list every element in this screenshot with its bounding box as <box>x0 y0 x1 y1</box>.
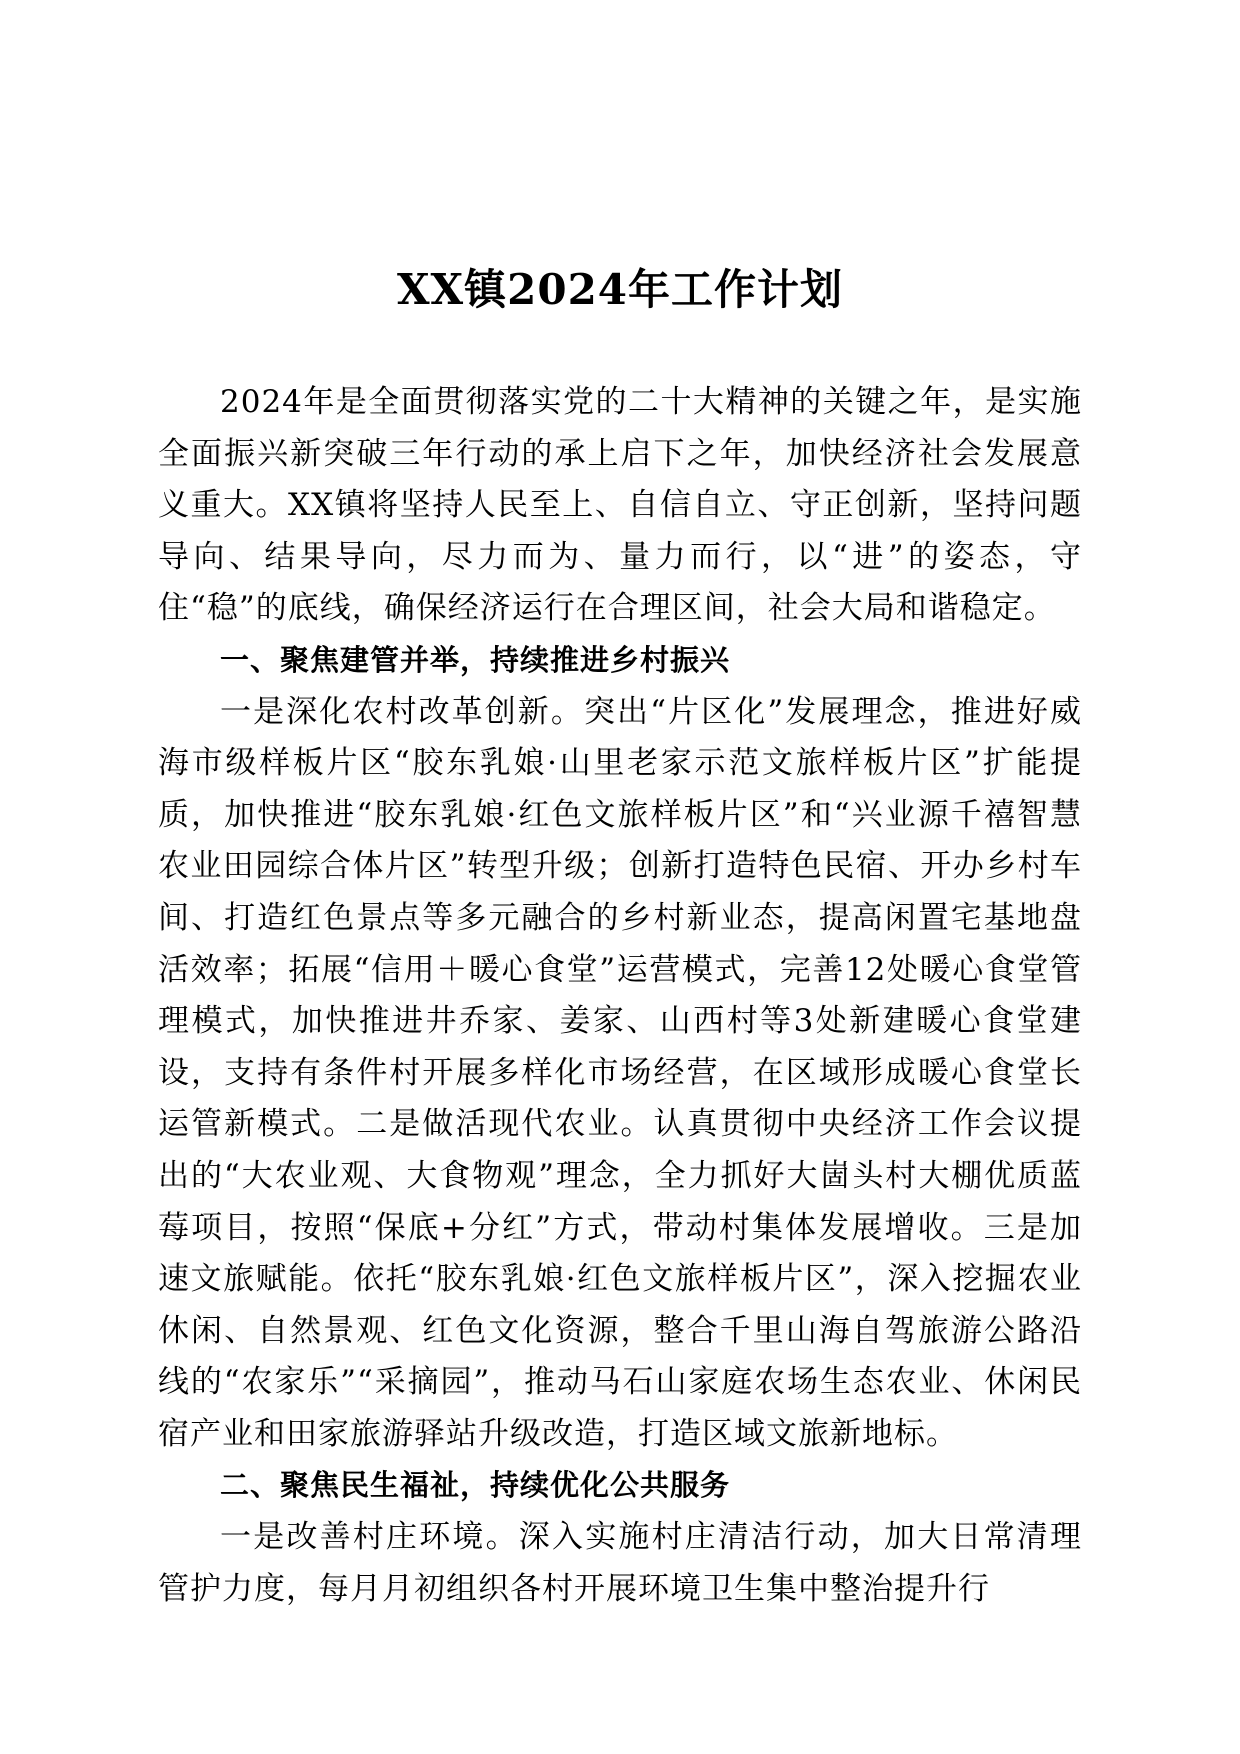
section-paragraph-2: 一是改善村庄环境。深入实施村庄清洁行动，加大日常清理管护力度，每月月初组织各村开展环境卫生集中整治提升行 <box>158 1519 1082 1607</box>
intro-paragraph: 2024年是全面贯彻落实党的二十大精神的关键之年，是实施全面振兴新突破三年行动的承上启下之年，加快经济社会发展意义重大。XX镇将坚持人民至上、自信自立、守正创新，坚持问题导向、结果导向，尽力而为、量力而行，以“进”的姿态，守住“稳”的底线，确保经济运行在合理区间，社会大局和谐稳定。 <box>158 384 1082 627</box>
document-title: XX镇2024年工作计划 <box>396 265 844 314</box>
section-paragraph-1: 一是深化农村改革创新。突出“片区化”发展理念，推进好威海市级样板片区“胶东乳娘·山里老家示范文旅样板片区”扩能提质，加快推进“胶东乳娘·红色文旅样板片区”和“兴业源千禧智慧农业田园综合体片区”转型升级；创新打造特色民宿、开办乡村车间、打造红色景点等多元融合的乡村新业态，提高闲置宅基地盘活效率；拓展“信用＋暖心食堂”运营模式，完善12处暖心食堂管理模式，加快推进井乔家、姜家、山西村等3处新建暖心食堂建设，支持有条件村开展多样化市场经营，在区域形成暖心食堂长运管新模式。二是做活现代农业。认真贯彻中央经济工作会议提出的“大农业观、大食物观”理念，全力抓好大崮头村大棚优质蓝莓项目，按照“保底+分红”方式，带动村集体发展增收。三是加速文旅赋能。依托“胶东乳娘·红色文旅样板片区”，深入挖掘农业休闲、自然景观、红色文化资源，整合千里山海自驾旅游公路沿线的“农家乐”“采摘园”，推动马石山家庭农场生态农业、休闲民宿产业和田家旅游驿站升级改造，打造区域文旅新地标。 <box>158 693 1082 1452</box>
section-heading-1: 一、聚焦建管并举，持续推进乡村振兴 <box>220 642 731 677</box>
section-heading-2: 二、聚焦民生福祉，持续优化公共服务 <box>220 1468 731 1503</box>
document-body <box>158 377 1082 1615</box>
